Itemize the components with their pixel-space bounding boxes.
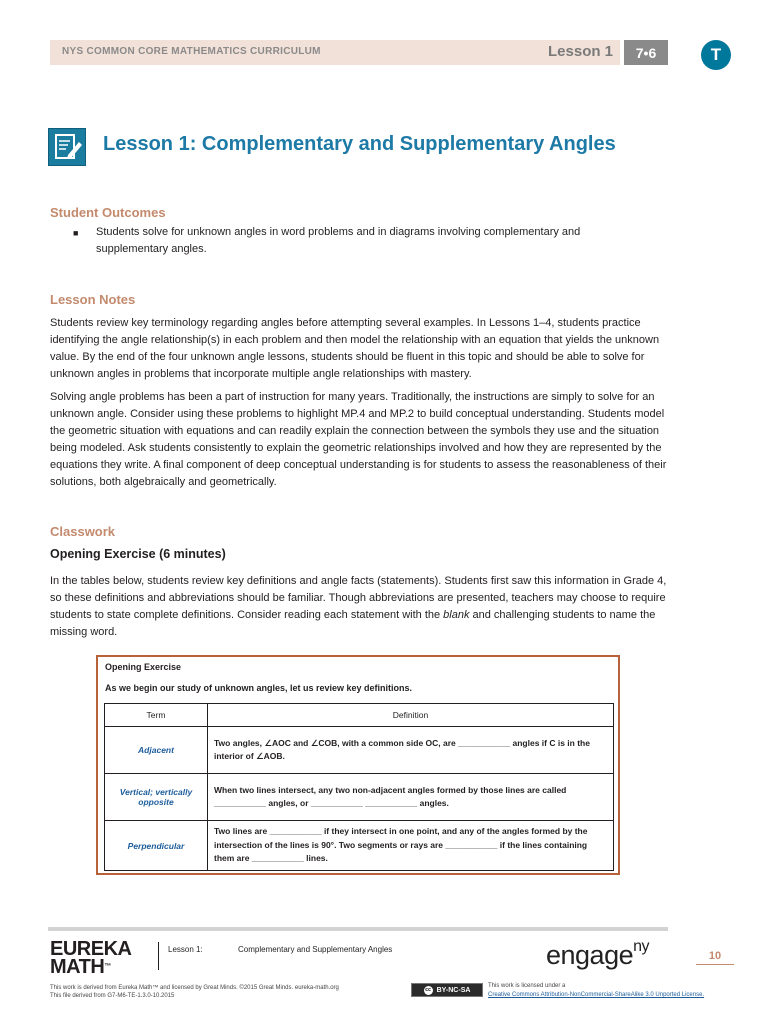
license-text: This work is licensed under a — [488, 983, 566, 989]
page-number: 10 — [696, 950, 734, 965]
student-outcomes-heading: Student Outcomes — [50, 205, 166, 220]
table-row — [105, 821, 614, 871]
grade-module-badge: 7•6 — [624, 40, 668, 65]
creative-commons-icon: cc — [425, 987, 431, 993]
definition-column-header: Definition — [208, 704, 614, 727]
table-row — [105, 774, 614, 821]
opening-exercise-heading: Opening Exercise (6 minutes) — [50, 547, 226, 561]
file-notice: This file derived from G7-M6-TE-1.3.0-10.2015 — [50, 993, 175, 999]
eureka-math-logo: EUREKA MATH™ — [50, 938, 132, 978]
header-lesson: Lesson 1 — [548, 43, 614, 60]
term-cell: Perpendicular — [105, 821, 208, 871]
table-header-row — [105, 704, 614, 727]
definition-cell: Two lines are ___________ if they intersect in one point, and any of the angles formed by the intersection of the lines is 90°. Two segments or rays are ___________ if the lines containing them are ___________ lines. — [208, 821, 614, 871]
term-cell: Adjacent — [105, 727, 208, 774]
lesson-notes-heading: Lesson Notes — [50, 292, 136, 307]
derived-notice: This work is derived from Eureka Math™ and licensed by Great Minds. ©2015 Great Minds. eureka-math.org — [50, 985, 339, 991]
engageny-logo: engage$^{ny}$ — [546, 938, 650, 970]
pencil-document-icon — [48, 128, 86, 166]
term-cell: Vertical; vertically opposite — [105, 774, 208, 821]
teacher-badge: T — [701, 40, 731, 70]
classwork-paragraph: In the tables below, students review key definitions and angle facts (statements). Students first saw this information in Grade 4, so these definitions and abbreviations should be familiar. Though abbreviations are presented, teachers may choose to require students to state complete definitions. Consider reading each statement with the blank and challenging students to name the missing word. — [50, 575, 667, 638]
lesson-notes-paragraph-1: Students review key terminology regarding angles before attempting several examples. In Lessons 1–4, students practice identifying the angle relationship(s) in each problem and then model the relationship with an equation that yields the unknown value. By the end of the four unknown angle lessons, students should be fluent in this topic and should be able to solve for unknown angles in problems that incorporate multiple angle relationships with mastery. — [50, 317, 660, 380]
term-column-header: Term — [105, 704, 208, 727]
footer-separator — [158, 942, 159, 970]
exercise-title: Opening Exercise — [105, 662, 182, 672]
lesson-title: Lesson 1: Complementary and Supplementary Angles — [103, 133, 616, 155]
classwork-heading: Classwork — [50, 524, 116, 539]
outcome-item: Students solve for unknown angles in word problems and in diagrams involving complementary and supplementary angles. — [96, 226, 581, 255]
definitions-table — [104, 703, 614, 871]
blank-emphasis: blank — [443, 609, 470, 621]
license-link[interactable]: Creative Commons Attribution-NonCommercial-ShareAlike 3.0 Unported License. — [488, 992, 705, 998]
curriculum-label: NYS COMMON CORE MATHEMATICS CURRICULUM — [62, 46, 321, 57]
bullet-icon: ■ — [73, 228, 79, 238]
cc-license-badge[interactable]: cc BY-NC-SA — [411, 983, 483, 997]
footer-lesson-title: Complementary and Supplementary Angles — [238, 945, 393, 954]
definition-cell: When two lines intersect, any two non-adjacent angles formed by those lines are called ___________ angles, or ___________ ___________ angles. — [208, 774, 614, 821]
lesson-notes-paragraph-2: Solving angle problems has been a part of instruction for many years. Traditionally, the instructions are simply to solve for an unknown angle. Consider using these problems to highlight MP.4 and MP.2 to build conceptual understanding. Students model the geometric situation with equations and can readily explain the connection between the symbols they use and the situation being modeled. Ask students consistently to explain the geometric relationships involved and how they are represented by the equations they write. A final component of deep conceptual understanding is for students to assess the reasonableness of their solutions, both algebraically and geometrically. — [50, 391, 667, 488]
footer-divider — [48, 927, 668, 931]
exercise-intro: As we begin our study of unknown angles, let us review key definitions. — [105, 683, 413, 693]
table-row — [105, 727, 614, 774]
footer-lesson: Lesson 1: — [168, 945, 203, 954]
definition-cell: Two angles, ∠AOC and ∠COB, with a common side OC, are ___________ angles if C is in the interior of ∠AOB. — [208, 727, 614, 774]
